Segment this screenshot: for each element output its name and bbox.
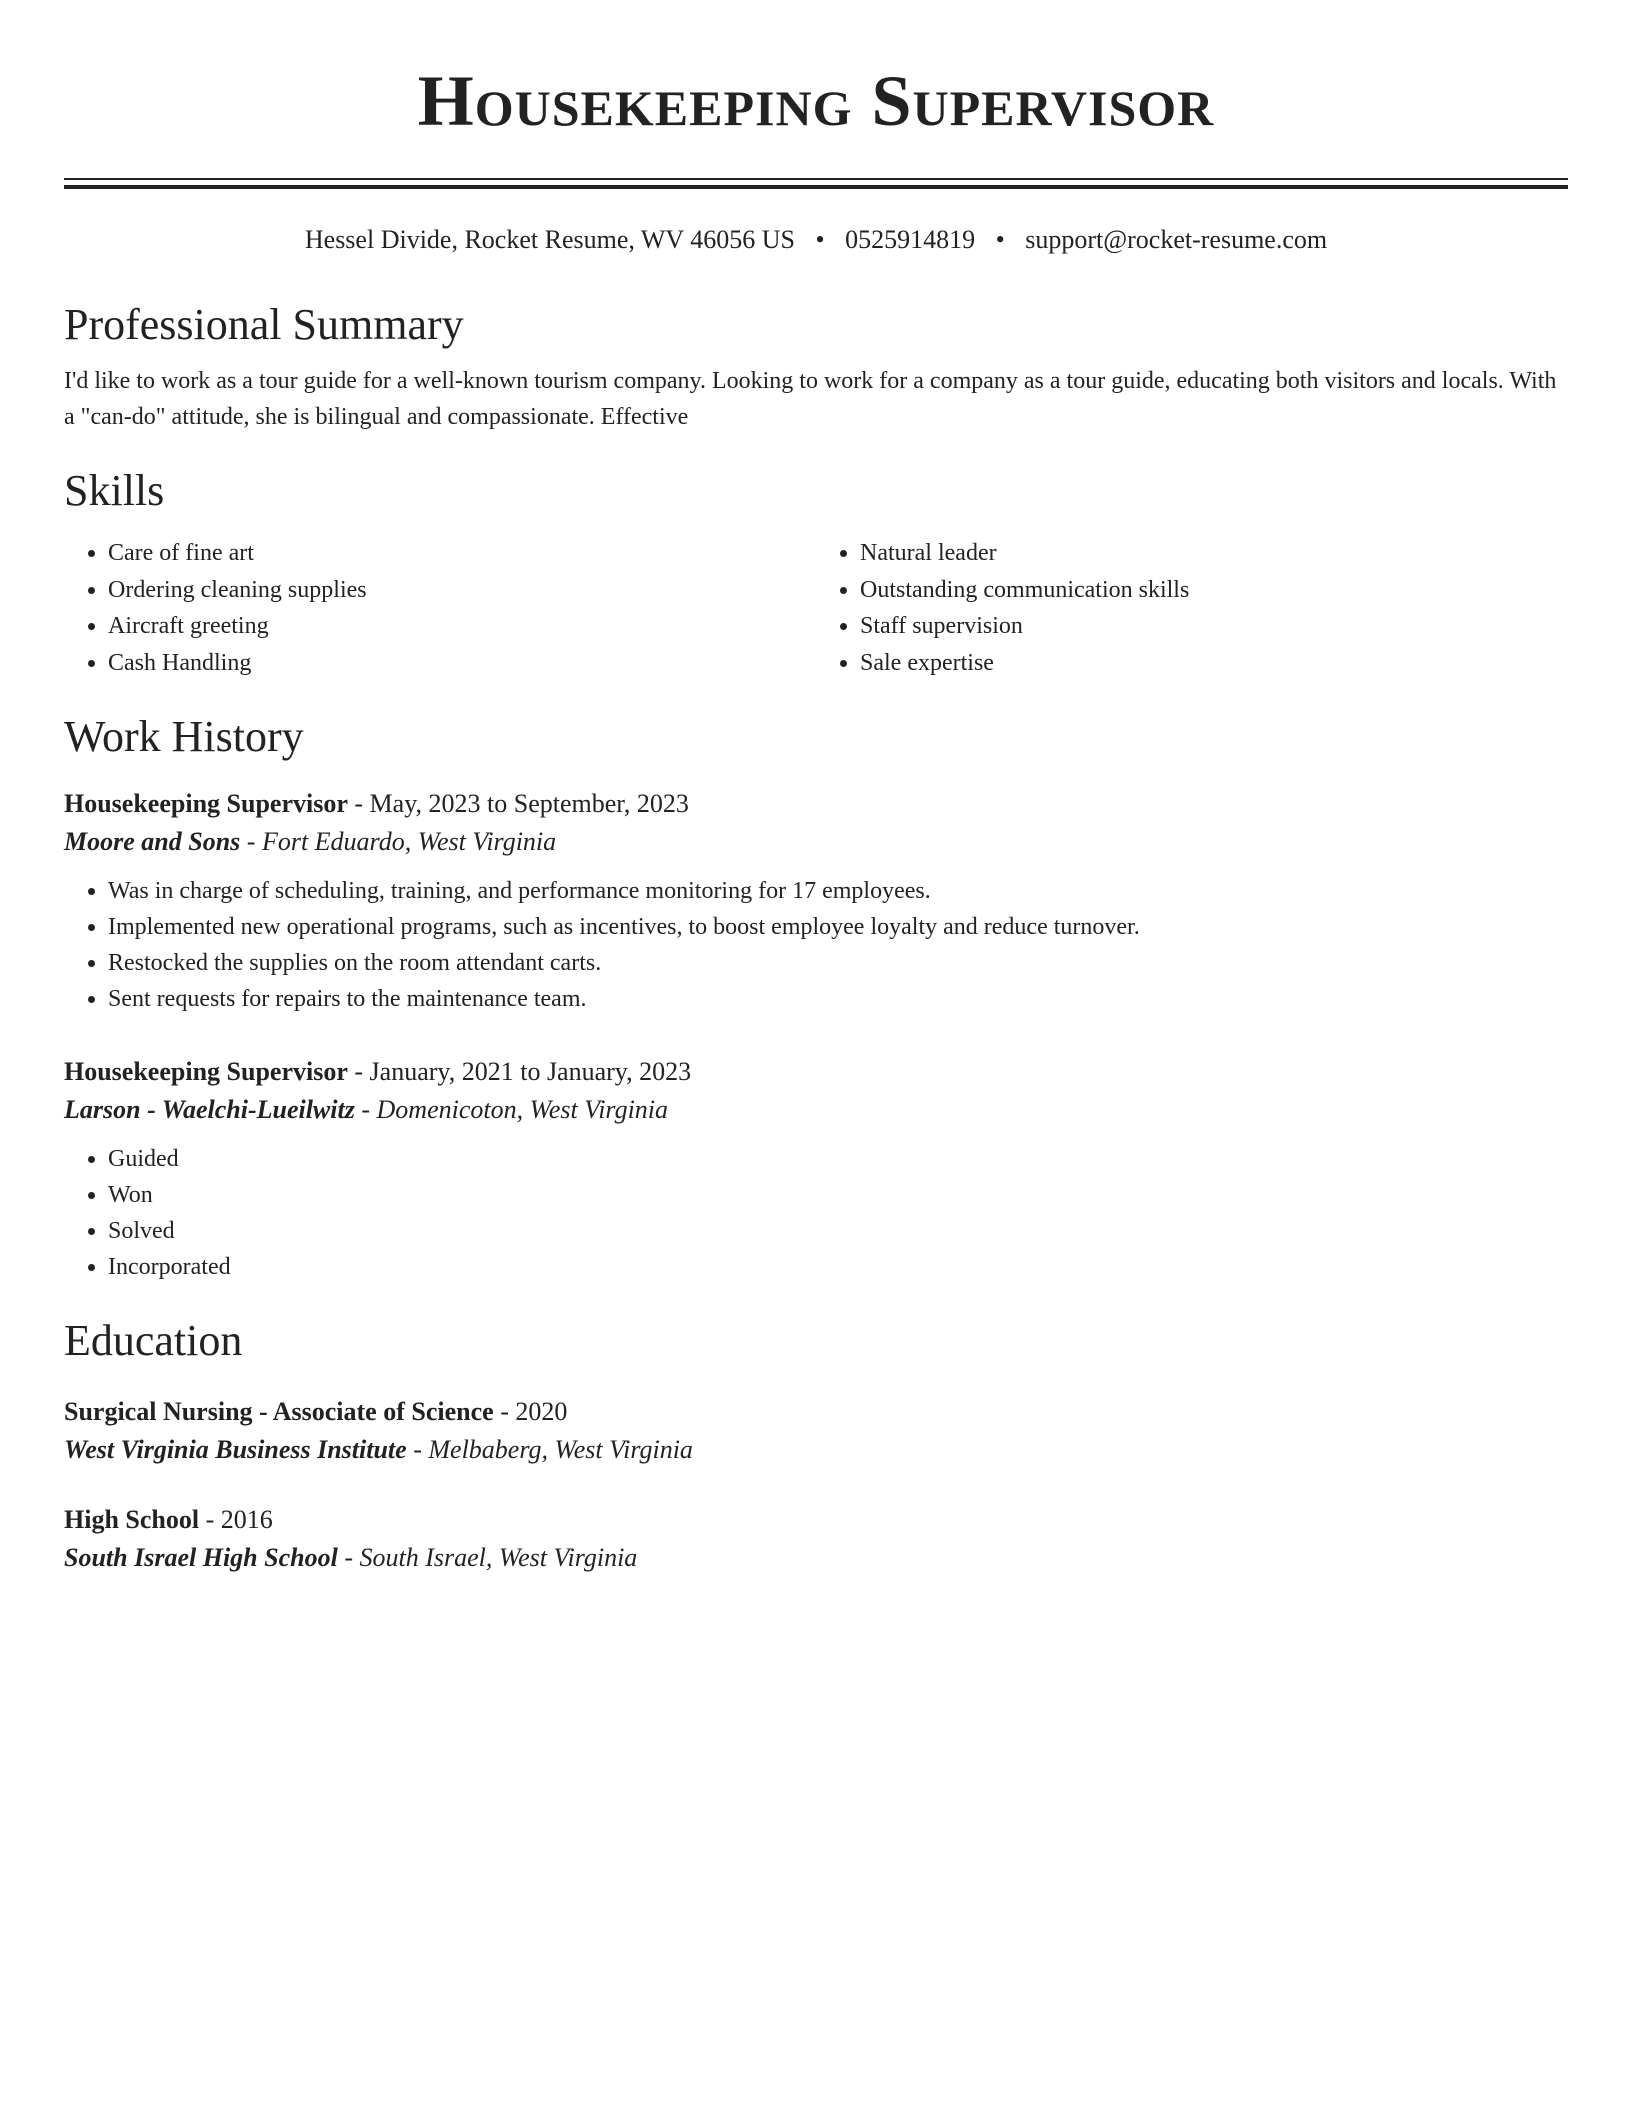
job-header: Housekeeping Supervisor - May, 2023 to September, 2023 (64, 789, 689, 818)
duty-item: • Solved (108, 1213, 1568, 1249)
duty-item: • Sent requests for repairs to the maintenance team. (108, 981, 1568, 1017)
job-duties (64, 873, 1568, 1017)
skills-heading: Skills (64, 466, 165, 515)
education-degree: High School (64, 1505, 200, 1534)
skills-list (64, 535, 1568, 681)
work-history-heading: Work History (64, 712, 304, 761)
duty-item: • Guided (108, 1141, 1568, 1177)
skill-item: • Natural leader (860, 535, 1568, 572)
education-location: Melbaberg, West Virginia (428, 1435, 693, 1464)
job-employer: Moore and Sons - Fort Eduardo, West Virginia (64, 827, 557, 856)
skill-item: • Sale expertise (860, 645, 1568, 682)
skills-column-right (816, 535, 1568, 681)
skill-item: • Ordering cleaning supplies (108, 572, 816, 609)
job-entry (64, 785, 1568, 1017)
education-heading: Education (64, 1316, 243, 1365)
resume-title: Housekeeping Supervisor (417, 61, 1215, 141)
duty-item: • Implemented new operational programs, such as incentives, to boost employee loyalty and reduce turnover. (108, 909, 1568, 945)
skill-item: • Outstanding communication skills (860, 572, 1568, 609)
duty-item: • Won (108, 1177, 1568, 1213)
skill-item: • Cash Handling (108, 645, 816, 682)
education-header: Surgical Nursing - Associate of Science - 2020 (64, 1397, 568, 1426)
duty-item: • Was in charge of scheduling, training, and performance monitoring for 17 employees. (108, 873, 1568, 909)
education-school: South Israel High School (64, 1543, 338, 1572)
skill-item: • Staff supervision (860, 608, 1568, 645)
education-location: South Israel, West Virginia (359, 1543, 638, 1572)
skill-item: • Care of fine art (108, 535, 816, 572)
contact-separator: • (815, 225, 825, 254)
contact-address: Hessel Divide, Rocket Resume, WV 46056 US (304, 225, 795, 254)
job-dates: January, 2021 to January, 2023 (369, 1057, 692, 1086)
education-entry (64, 1501, 1568, 1577)
title-divider-thick (64, 185, 1568, 189)
education-entry (64, 1393, 1568, 1469)
contact-email: support@rocket-resume.com (1025, 225, 1328, 254)
skill-item: • Aircraft greeting (108, 608, 816, 645)
job-duties (64, 1141, 1568, 1285)
contact-phone: 0525914819 (845, 225, 976, 254)
summary-heading: Professional Summary (64, 300, 464, 349)
title-divider-thin (64, 178, 1568, 180)
education-year: 2020 (515, 1397, 568, 1426)
job-title: Housekeeping Supervisor (64, 789, 348, 818)
job-company: Larson - Waelchi-Lueilwitz (64, 1095, 355, 1124)
education-school: West Virginia Business Institute (64, 1435, 407, 1464)
job-company: Moore and Sons (64, 827, 241, 856)
education-institution: South Israel High School - South Israel, West Virginia (64, 1543, 638, 1572)
duty-item: • Restocked the supplies on the room attendant carts. (108, 945, 1568, 981)
education-header: High School - 2016 (64, 1505, 273, 1534)
job-employer: Larson - Waelchi-Lueilwitz - Domenicoton, West Virginia (64, 1095, 669, 1124)
job-location: Fort Eduardo, West Virginia (261, 827, 557, 856)
job-dates: May, 2023 to September, 2023 (369, 789, 689, 818)
job-header: Housekeeping Supervisor - January, 2021 to January, 2023 (64, 1057, 692, 1086)
job-location: Domenicoton, West Virginia (376, 1095, 669, 1124)
contact-line (64, 223, 1568, 257)
skills-column-left (64, 535, 816, 681)
job-entry (64, 1053, 1568, 1285)
education-institution: West Virginia Business Institute - Melbaberg, West Virginia (64, 1435, 693, 1464)
duty-item: • Incorporated (108, 1249, 1568, 1285)
job-title: Housekeeping Supervisor (64, 1057, 348, 1086)
summary-text: I'd like to work as a tour guide for a well-known tourism company. Looking to work for a company as a tour guide, educating both visitors and locals. With a "can-do" attitude, she is bilingual and compassionate. Effective (64, 368, 1557, 430)
education-degree: Surgical Nursing - Associate of Science (64, 1397, 494, 1426)
education-year: 2016 (220, 1505, 273, 1534)
contact-separator: • (995, 225, 1005, 254)
